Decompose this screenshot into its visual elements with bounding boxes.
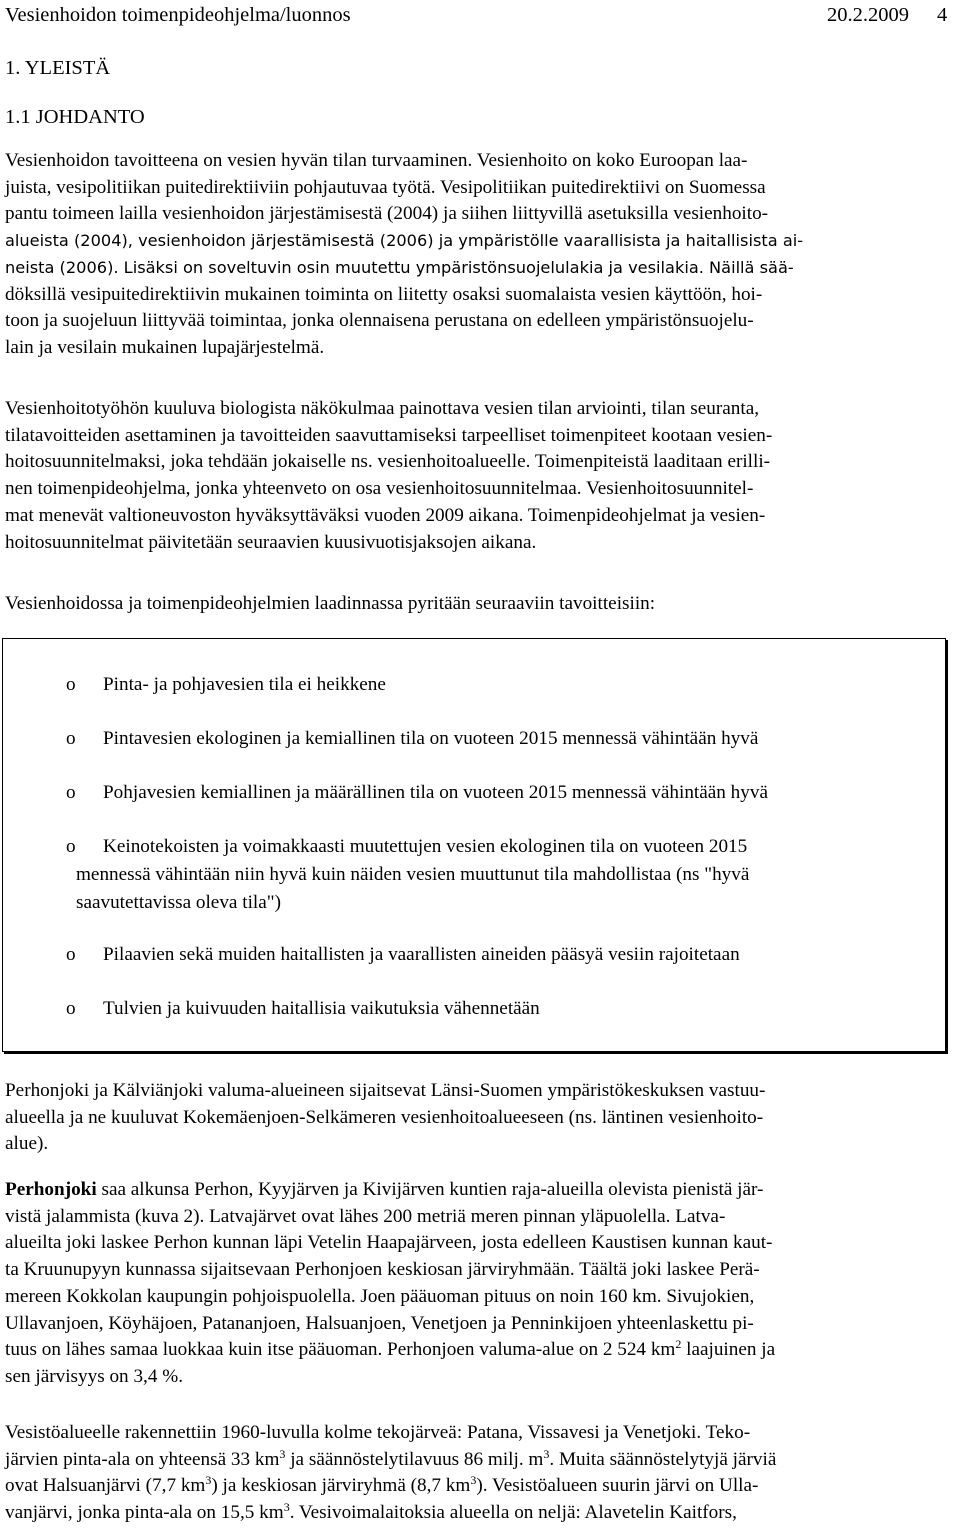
page-header bbox=[5, 2, 958, 28]
text-line: neista (2006). Lisäksi on soveltuvin osin muutettu ympäristönsuojelulakia ja vesilakia. Näillä sää- bbox=[5, 257, 794, 277]
superscript: 3 bbox=[205, 1473, 212, 1488]
text-line: mat menevät valtioneuvoston hyväksyttäväksi vuoden 2009 aikana. Toimenpideohjelmat ja vesien- bbox=[5, 504, 766, 526]
text-run: . Vesivoimalaitoksia alueella on neljä: Alavetelin Kaitfors, bbox=[289, 1502, 737, 1524]
bullet-icon: o bbox=[66, 998, 76, 1019]
bullet-icon: o bbox=[66, 728, 76, 749]
bold-term: Perhonjoki bbox=[5, 1179, 97, 1200]
text-run: ja säännöstelytilavuus 86 milj. m bbox=[285, 1448, 544, 1470]
text-line bbox=[5, 1337, 956, 1364]
text-run: . Muita säännöstelytyjä järviä bbox=[549, 1448, 777, 1470]
text-line: sen järvisyys on 3,4 %. bbox=[5, 1365, 183, 1387]
superscript: 3 bbox=[543, 1446, 550, 1461]
goal-item bbox=[66, 671, 386, 699]
bullet-icon: o bbox=[66, 944, 76, 965]
header-title: Vesienhoidon toimenpideohjelma/luonnos bbox=[5, 4, 351, 26]
bullet-icon: o bbox=[66, 674, 76, 695]
text-line: alueella ja ne kuuluvat Kokemäenjoen-Selkämeren vesienhoitoalueeseen (ns. läntinen vesienhoito- bbox=[5, 1106, 764, 1128]
header-date: 20.2.2009 bbox=[827, 4, 909, 26]
text-run: laajuinen ja bbox=[681, 1339, 776, 1361]
bullet-icon: o bbox=[66, 836, 76, 857]
goal-text: Pohjavesien kemiallinen ja määrällinen tila on vuoteen 2015 mennessä vähintään hyvä bbox=[103, 782, 768, 803]
text-run: ) ja keskiosan järviryhmä (8,7 km bbox=[211, 1475, 471, 1497]
bullet-icon: o bbox=[66, 782, 76, 803]
goal-text: Pinta- ja pohjavesien tila ei heikkene bbox=[103, 674, 386, 695]
superscript: 3 bbox=[279, 1446, 286, 1461]
text-line: Perhonjoki ja Kälviänjoki valuma-alueineen sijaitsevat Länsi-Suomen ympäristökeskuksen vastuu- bbox=[5, 1080, 766, 1101]
goal-text-continuation: mennessä vähintään niin hyvä kuin näiden vesien muuttunut tila mahdollistaa (ns "hyvä bbox=[76, 864, 750, 885]
text-run: ovat Halsuanjärvi (7,7 km bbox=[5, 1475, 206, 1497]
text-line: lain ja vesilain mukainen lupajärjestelmä. bbox=[5, 336, 325, 358]
goal-item bbox=[66, 941, 740, 969]
goal-item bbox=[66, 779, 768, 807]
text-line: alueilta joki laskee Perhon kunnan läpi Vetelin Haapajärveen, josta edelleen Kaustisen kunnan kaut- bbox=[5, 1232, 773, 1254]
text-line: Ullavanjoen, Köyhäjoen, Patananjoen, Halsuanjoen, Venetjoen ja Penninkijoen yhteenlaskettu pi- bbox=[5, 1312, 754, 1334]
text-line: mereen Kokkolan kaupungin pohjoispuolella. Joen pääuoman pituus on noin 160 km. Sivujokien, bbox=[5, 1285, 755, 1307]
text-line bbox=[5, 1177, 956, 1204]
text-line bbox=[5, 1473, 956, 1500]
text-line bbox=[5, 1500, 956, 1527]
text-run: järvien pinta-ala on yhteensä 33 km bbox=[5, 1448, 280, 1470]
text-line: hoitosuunnitelmat päivitetään seuraavien kuusivuotisjaksojen aikana. bbox=[5, 531, 537, 553]
text-line bbox=[5, 1447, 956, 1474]
text-line: döksillä vesipuitedirektiivin mukainen toiminta on liitetty osaksi suomalaista vesien käyttöön, hoi- bbox=[5, 283, 763, 305]
text-line: Vesistöalueelle rakennettiin 1960-luvulla kolme tekojärveä: Patana, Vissavesi ja Venetjoki. Teko- bbox=[5, 1422, 751, 1443]
text-line: pantu toimeen lailla vesienhoidon järjestämisestä (2004) ja siihen liittyvillä asetuksilla vesienhoito- bbox=[5, 203, 769, 225]
text-run: tuus on lähes samaa luokkaa kuin itse pääuoman. Perhonjoen valuma-alue on 2 524 km bbox=[5, 1339, 676, 1361]
goal-text: Tulvien ja kuivuuden haitallisia vaikutuksia vähennetään bbox=[103, 998, 540, 1019]
subsection-heading: 1.1 JOHDANTO bbox=[5, 106, 145, 128]
superscript: 3 bbox=[470, 1473, 477, 1488]
goal-item bbox=[66, 995, 540, 1023]
text-line: tilatavoitteiden asettaminen ja tavoitteiden saavuttamiseksi tarpeelliset toimenpiteet kootaan vesien- bbox=[5, 424, 773, 446]
text-line: Vesienhoitotyöhön kuuluva biologista näkökulmaa painottava vesien tilan arviointi, tilan seuranta, bbox=[5, 398, 760, 419]
text-line: ta Kruunupyyn kunnassa sijaitsevaan Perhonjoen keskiosan järviryhmään. Täältä joki laskee Perä- bbox=[5, 1259, 760, 1281]
goal-item bbox=[66, 833, 749, 917]
superscript: 3 bbox=[283, 1500, 290, 1515]
goal-item bbox=[66, 725, 758, 753]
text-run: saa alkunsa Perhon, Kyyjärven ja Kivijärven kuntien raja-alueilla olevista pienistä jär- bbox=[96, 1179, 764, 1200]
section-heading: 1. YLEISTÄ bbox=[5, 57, 111, 79]
text-run: vanjärvi, jonka pinta-ala on 15,5 km bbox=[5, 1502, 284, 1524]
paragraph-goals-intro bbox=[5, 591, 956, 618]
paragraph-reservoirs bbox=[5, 1420, 956, 1527]
text-line: Vesienhoidon tavoitteena on vesien hyvän tilan turvaaminen. Vesienhoito on koko Euroopan laa- bbox=[5, 150, 748, 171]
goal-text: Keinotekoisten ja voimakkaasti muutettujen vesien ekologinen tila on vuoteen 2015 bbox=[103, 836, 748, 857]
goal-text: Pilaavien sekä muiden haitallisten ja vaarallisten aineiden pääsyä vesiin rajoitetaan bbox=[103, 944, 740, 965]
text-line: alue). bbox=[5, 1133, 49, 1155]
goals-box bbox=[2, 638, 946, 1052]
text-line: juista, vesipolitiikan puitedirektiiviin pohjautuvaa työtä. Vesipolitiikan puitedirektiivi on Suomessa bbox=[5, 176, 766, 198]
text-line: toon ja suojeluun liittyvää toimintaa, jonka olennaisena perustana on edelleen ympäristönsuojelu- bbox=[5, 310, 754, 332]
superscript: 2 bbox=[675, 1337, 682, 1352]
text-line: hoitosuunnitelmaksi, joka tehdään jokaiselle ns. vesienhoitoalueelle. Toimenpiteistä laaditaan erilli- bbox=[5, 451, 771, 473]
text-run: ). Vesistöalueen suurin järvi on Ulla- bbox=[476, 1475, 759, 1497]
text-line: alueista (2004), vesienhoidon järjestämisestä (2006) ja ympäristölle vaarallisista ja haitallisista ai- bbox=[5, 231, 804, 251]
goal-text-continuation: saavutettavissa oleva tila") bbox=[76, 892, 281, 913]
paragraph-river-basins bbox=[5, 1078, 956, 1158]
paragraph-water-management-work bbox=[5, 396, 956, 556]
text-line: Vesienhoidossa ja toimenpideohjelmien laadinnassa pyritään seuraaviin tavoitteisiin: bbox=[5, 593, 656, 614]
paragraph-introduction bbox=[5, 148, 956, 362]
goal-text: Pintavesien ekologinen ja kemiallinen tila on vuoteen 2015 mennessä vähintään hyvä bbox=[103, 728, 759, 749]
paragraph-perhonjoki bbox=[5, 1177, 956, 1391]
text-line: nen toimenpideohjelma, jonka yhteenveto on osa vesienhoitosuunnitelmaa. Vesienhoitosuunnitel- bbox=[5, 478, 754, 500]
text-line: vistä jalammista (kuva 2). Latvajärvet ovat lähes 200 metriä meren pinnan yläpuolella. Latva- bbox=[5, 1205, 726, 1227]
header-page-number: 4 bbox=[937, 4, 948, 26]
